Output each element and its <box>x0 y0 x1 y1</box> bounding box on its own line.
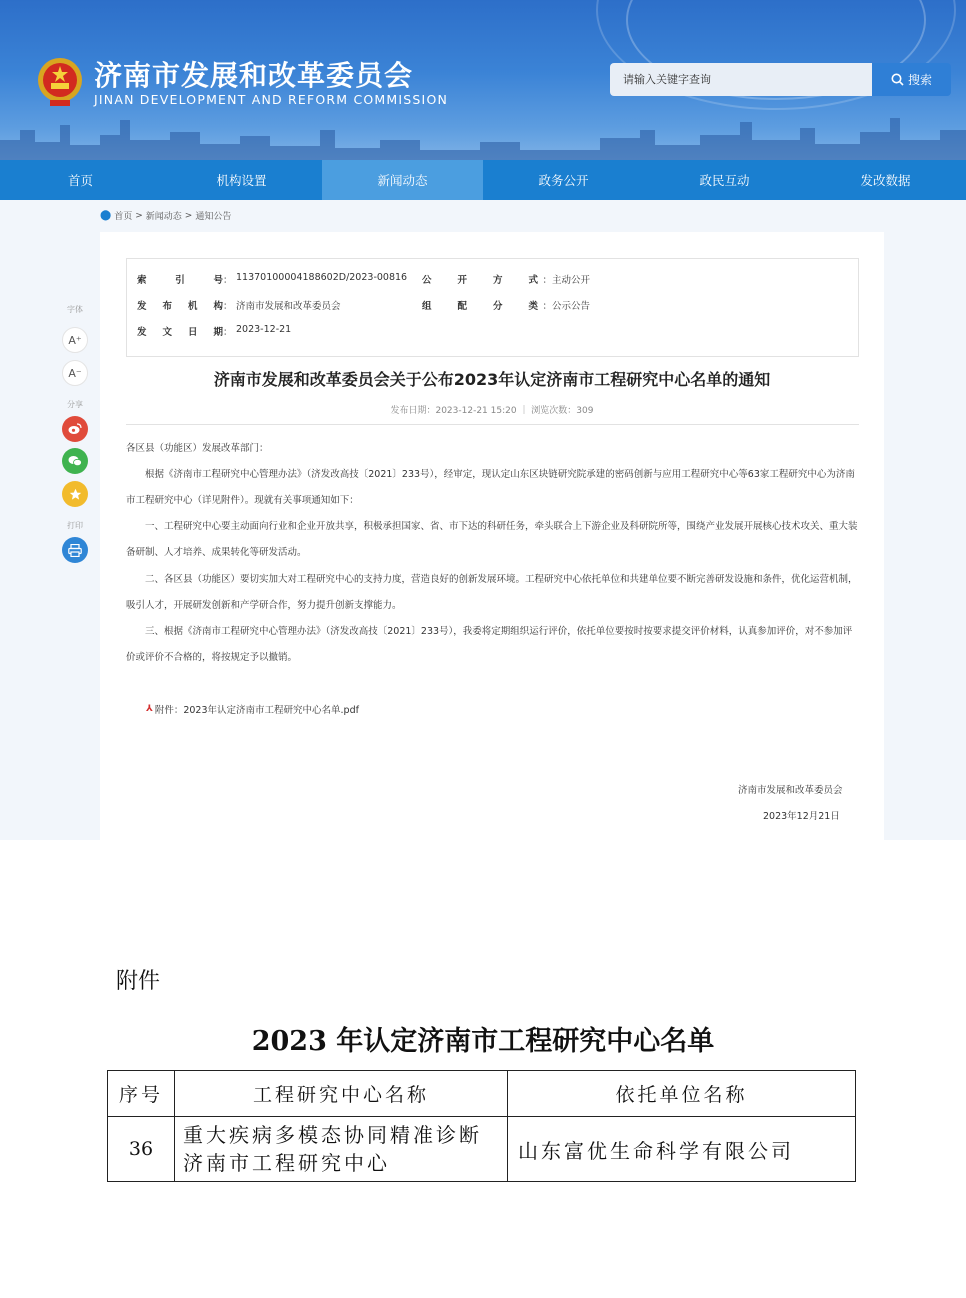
table-row <box>108 1117 856 1182</box>
nav-item-data[interactable]: 发改数据 <box>860 173 911 188</box>
divider <box>126 424 859 425</box>
meta-date <box>137 324 291 338</box>
city-skyline-graphic <box>0 100 966 160</box>
breadcrumb-separator: > <box>135 210 143 221</box>
weibo-share-button[interactable] <box>62 416 88 442</box>
table-cell-number: 36 <box>108 1117 175 1182</box>
meta-label-char: 类 <box>528 301 538 312</box>
table-header-cell: 依托单位名称 <box>508 1071 856 1117</box>
search-button-label: 搜索 <box>907 73 932 87</box>
nav-item-news[interactable]: 新闻动态 <box>322 160 483 200</box>
attachment-link[interactable] <box>146 702 359 716</box>
site-header <box>0 0 966 160</box>
search-button[interactable] <box>872 63 951 96</box>
meta-label-char: 日 <box>187 327 198 338</box>
signature-organization: 济南市发展和改革委员会 <box>738 785 843 796</box>
meta-publisher <box>137 298 341 312</box>
wechat-share-button[interactable] <box>62 448 88 474</box>
breadcrumb-separator: > <box>184 210 193 221</box>
meta-label-char: 公 <box>422 275 432 286</box>
favorite-button[interactable] <box>62 481 88 507</box>
breadcrumb-news[interactable]: 新闻动态 <box>145 212 182 222</box>
meta-label-char: 方 <box>492 275 503 286</box>
location-pin-icon: ⬤ <box>100 210 112 221</box>
meta-label-char: 文 <box>162 327 172 338</box>
public-mode-value: 主动公开 <box>552 275 591 286</box>
star-icon <box>69 488 82 501</box>
engineering-center-table <box>107 1070 856 1182</box>
breadcrumb <box>100 209 231 222</box>
meta-public-mode <box>422 272 590 286</box>
meta-label-char: 构 <box>213 301 223 312</box>
index-value: 11370100004188602D/2023-00816 <box>236 272 408 283</box>
site-subtitle: JINAN DEVELOPMENT AND REFORM COMMISSION <box>94 92 449 107</box>
meta-colon: ： <box>223 327 233 338</box>
wechat-icon <box>68 455 82 467</box>
print-label: 打印 <box>67 521 83 530</box>
date-value: 2023-12-21 <box>236 324 292 335</box>
print-button[interactable] <box>62 537 88 563</box>
weibo-icon <box>68 423 82 435</box>
breadcrumb-home[interactable]: 首页 <box>114 212 133 222</box>
publisher-value: 济南市发展和改革委员会 <box>236 301 341 312</box>
signature-date: 2023年12月21日 <box>763 811 840 822</box>
site-title: 济南市发展和改革委员会 <box>94 59 414 92</box>
meta-index <box>137 272 407 286</box>
article-paragraph: 三、根据《济南市工程研究中心管理办法》（济发改高技〔2021〕233号），我委将定期组织运行评价，依托单位要按时按要求提交评价材料，认真参加评价，对不参加评价或评价不合格的，将按规定予以撤销。 <box>126 626 853 663</box>
nav-item-home[interactable]: 首页 <box>67 173 93 188</box>
meta-label-char: 组 <box>422 301 432 312</box>
nav-item-interaction[interactable]: 政民互动 <box>699 173 750 188</box>
font-decrease-button[interactable]: A⁻ <box>62 360 88 386</box>
article-paragraph: 根据《济南市工程研究中心管理办法》（济发改高技〔2021〕233号），经审定，现认定山东区块链研究院承建的密码创新与应用工程研究中心等63家工程研究中心为济南市工程研究中心（详见附件）。现就有关事项通知如下： <box>126 469 855 506</box>
table-header-cell: 序号 <box>108 1071 175 1117</box>
meta-label-char: 布 <box>162 301 172 312</box>
font-increase-button[interactable]: A⁺ <box>62 327 88 353</box>
font-size-label: 字体 <box>67 305 83 314</box>
scan-title: 2023 年认定济南市工程研究中心名单 <box>251 1026 715 1057</box>
scan-attachment-heading: 附件 <box>116 969 161 994</box>
article-title: 济南市发展和改革委员会关于公布2023年认定济南市工程研究中心名单的通知 <box>213 370 771 389</box>
table-header-cell: 工程研究中心名称 <box>175 1071 508 1117</box>
search-icon <box>891 73 904 86</box>
main-nav <box>0 160 966 200</box>
meta-label-char: 发 <box>137 327 147 338</box>
share-label: 分享 <box>67 400 83 409</box>
meta-label-char: 引 <box>175 275 185 286</box>
category-value: 公示公告 <box>552 301 591 312</box>
meta-label-char: 索 <box>137 275 147 286</box>
meta-colon: ： <box>223 275 233 286</box>
attachment-scan <box>0 840 966 1298</box>
pdf-icon: ⅄ <box>146 704 153 714</box>
printer-icon <box>68 544 82 557</box>
meta-category <box>422 298 590 312</box>
article-publish-info: 发布日期：2023-12-21 15:20 ｜ 浏览次数：309 <box>390 406 594 416</box>
article-paragraph: 二、各区县（功能区）要切实加大对工程研究中心的支持力度，营造良好的创新发展环境。工程研究中心依托单位和共建单位要不断完善研发设施和条件，优化运营机制，吸引人才，开展研发创新和产学研合作，努力提升创新支撑能力。 <box>126 574 858 611</box>
breadcrumb-notices[interactable]: 通知公告 <box>195 212 232 222</box>
meta-label-char: 号 <box>213 275 223 286</box>
article-salutation: 各区县（功能区）发展改革部门： <box>126 443 269 454</box>
meta-colon: ： <box>542 301 552 312</box>
table-cell-center-name: 重大疾病多模态协同精准诊断济南市工程研究中心 <box>175 1117 508 1182</box>
search-input[interactable] <box>610 63 872 96</box>
national-emblem-icon <box>36 56 84 108</box>
meta-label-char: 发 <box>137 301 147 312</box>
meta-colon: ： <box>223 301 233 312</box>
meta-label-char: 期 <box>213 327 223 338</box>
table-header-row <box>108 1071 856 1117</box>
meta-label-char: 开 <box>457 275 467 286</box>
nav-item-organization[interactable]: 机构设置 <box>216 173 267 188</box>
meta-label-char: 式 <box>528 275 538 286</box>
nav-item-government-affairs[interactable]: 政务公开 <box>538 173 589 188</box>
meta-label-char: 机 <box>187 301 198 312</box>
meta-label-char: 分 <box>492 301 503 312</box>
meta-colon: ： <box>542 275 552 286</box>
meta-label-char: 配 <box>457 301 467 312</box>
attachment-label: 附件：2023年认定济南市工程研究中心名单.pdf <box>154 705 359 716</box>
article-paragraph: 一、工程研究中心要主动面向行业和企业开放共享，积极承担国家、省、市下达的科研任务，牵头联合上下游企业及科研院所等，围绕产业发展开展核心技术攻关、重大装备研制、人才培养、成果转化等研发活动。 <box>126 521 858 558</box>
table-cell-unit-name: 山东富优生命科学有限公司 <box>508 1117 856 1182</box>
